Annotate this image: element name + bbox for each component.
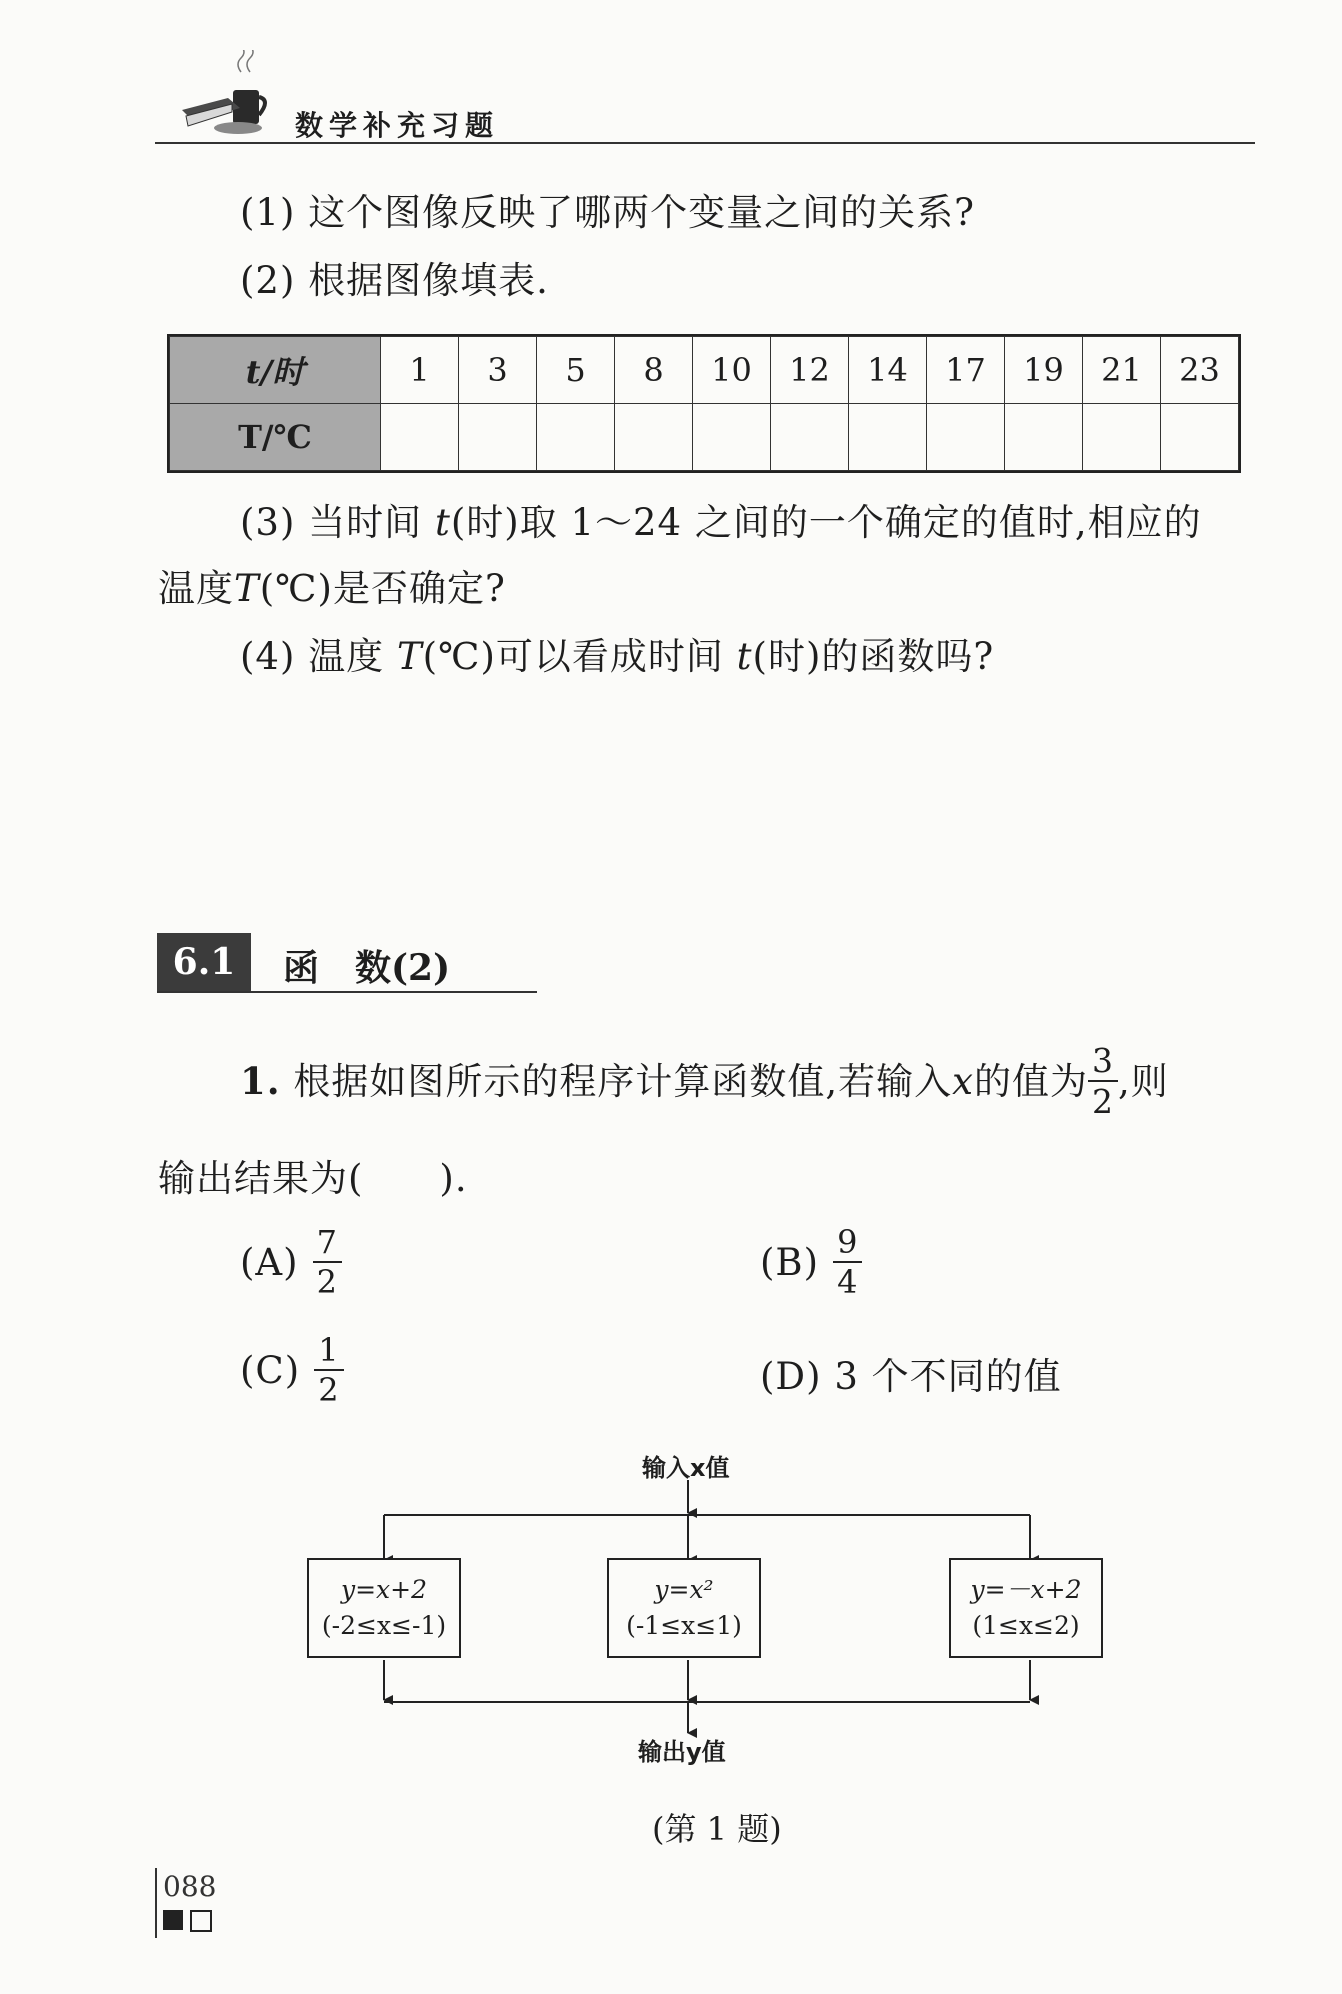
table-cell: 19	[1005, 337, 1083, 404]
table-cell: 23	[1161, 337, 1239, 404]
table-cell: 5	[537, 337, 615, 404]
table-cell: 21	[1083, 337, 1161, 404]
question-4: (4) 温度 T(℃)可以看成时间 t(时)的函数吗?	[240, 635, 995, 678]
table-blank-cell[interactable]	[849, 404, 927, 471]
section-title: 函 数(2)	[283, 947, 451, 989]
problem-1-line2: 输出结果为( ).	[158, 1157, 468, 1200]
table-blank-cell[interactable]	[1083, 404, 1161, 471]
flow-box-right: y=－x+2 (1≤x≤2)	[949, 1558, 1103, 1658]
table-blank-cell[interactable]	[771, 404, 849, 471]
question-1: (1) 这个图像反映了哪两个变量之间的关系?	[240, 191, 976, 234]
fraction-three-halves: $\frac{3}{2}$	[1088, 1044, 1118, 1118]
question-3-line2: 温度T(℃)是否确定?	[158, 567, 506, 610]
header-title: 数学补充习题	[295, 109, 500, 142]
table-header-temp: T/℃	[170, 404, 381, 471]
problem-1-line1: 1. 根据如图所示的程序计算函数值,若输入 x 的值为 $\frac{3}{2}$ ,则	[240, 1041, 1169, 1121]
footer-rule	[155, 1868, 157, 1938]
table-header-time: t/时	[170, 337, 381, 404]
section-underline	[157, 991, 537, 993]
option-c[interactable]: (C) $\frac{1}{2}$	[240, 1334, 344, 1406]
table-cell: 12	[771, 337, 849, 404]
header-rule	[155, 142, 1255, 144]
flow-box-left: y=x+2 (-2≤x≤-1)	[307, 1558, 461, 1658]
figure-caption: (第 1 题)	[652, 1810, 782, 1848]
fill-table	[167, 334, 1241, 473]
table-blank-cell[interactable]	[459, 404, 537, 471]
table-blank-cell[interactable]	[537, 404, 615, 471]
table-cell: 17	[927, 337, 1005, 404]
table-blank-cell[interactable]	[927, 404, 1005, 471]
section-number: 6.1	[157, 933, 251, 991]
table-row-time	[170, 337, 1239, 404]
header-logo	[178, 50, 278, 136]
page-mark-filled-square	[163, 1910, 183, 1930]
option-b[interactable]: (B) $\frac{9}{4}$	[760, 1226, 862, 1298]
table-blank-cell[interactable]	[615, 404, 693, 471]
book-cup-icon	[178, 50, 278, 136]
table-blank-cell[interactable]	[693, 404, 771, 471]
flow-box-middle: y=x² (-1≤x≤1)	[607, 1558, 761, 1658]
table-cell: 14	[849, 337, 927, 404]
option-a[interactable]: (A) $\frac{7}{2}$	[240, 1226, 342, 1298]
table-blank-cell[interactable]	[1005, 404, 1083, 471]
flow-output-label: 输出y值	[638, 1738, 726, 1766]
table-blank-cell[interactable]	[381, 404, 459, 471]
table-cell: 3	[459, 337, 537, 404]
table-cell: 1	[381, 337, 459, 404]
table-cell: 10	[693, 337, 771, 404]
page-number: 088	[163, 1870, 217, 1903]
page-mark-empty-square	[190, 1910, 212, 1932]
option-d[interactable]: (D) 3 个不同的值	[760, 1355, 1062, 1398]
flow-input-label: 输入x值	[642, 1454, 730, 1482]
table-cell: 8	[615, 337, 693, 404]
table-blank-cell[interactable]	[1161, 404, 1239, 471]
question-3-line1: (3) 当时间 t(时)取 1～24 之间的一个确定的值时,相应的	[240, 501, 1202, 544]
question-2: (2) 根据图像填表.	[240, 259, 549, 302]
table-row-temp	[170, 404, 1239, 471]
